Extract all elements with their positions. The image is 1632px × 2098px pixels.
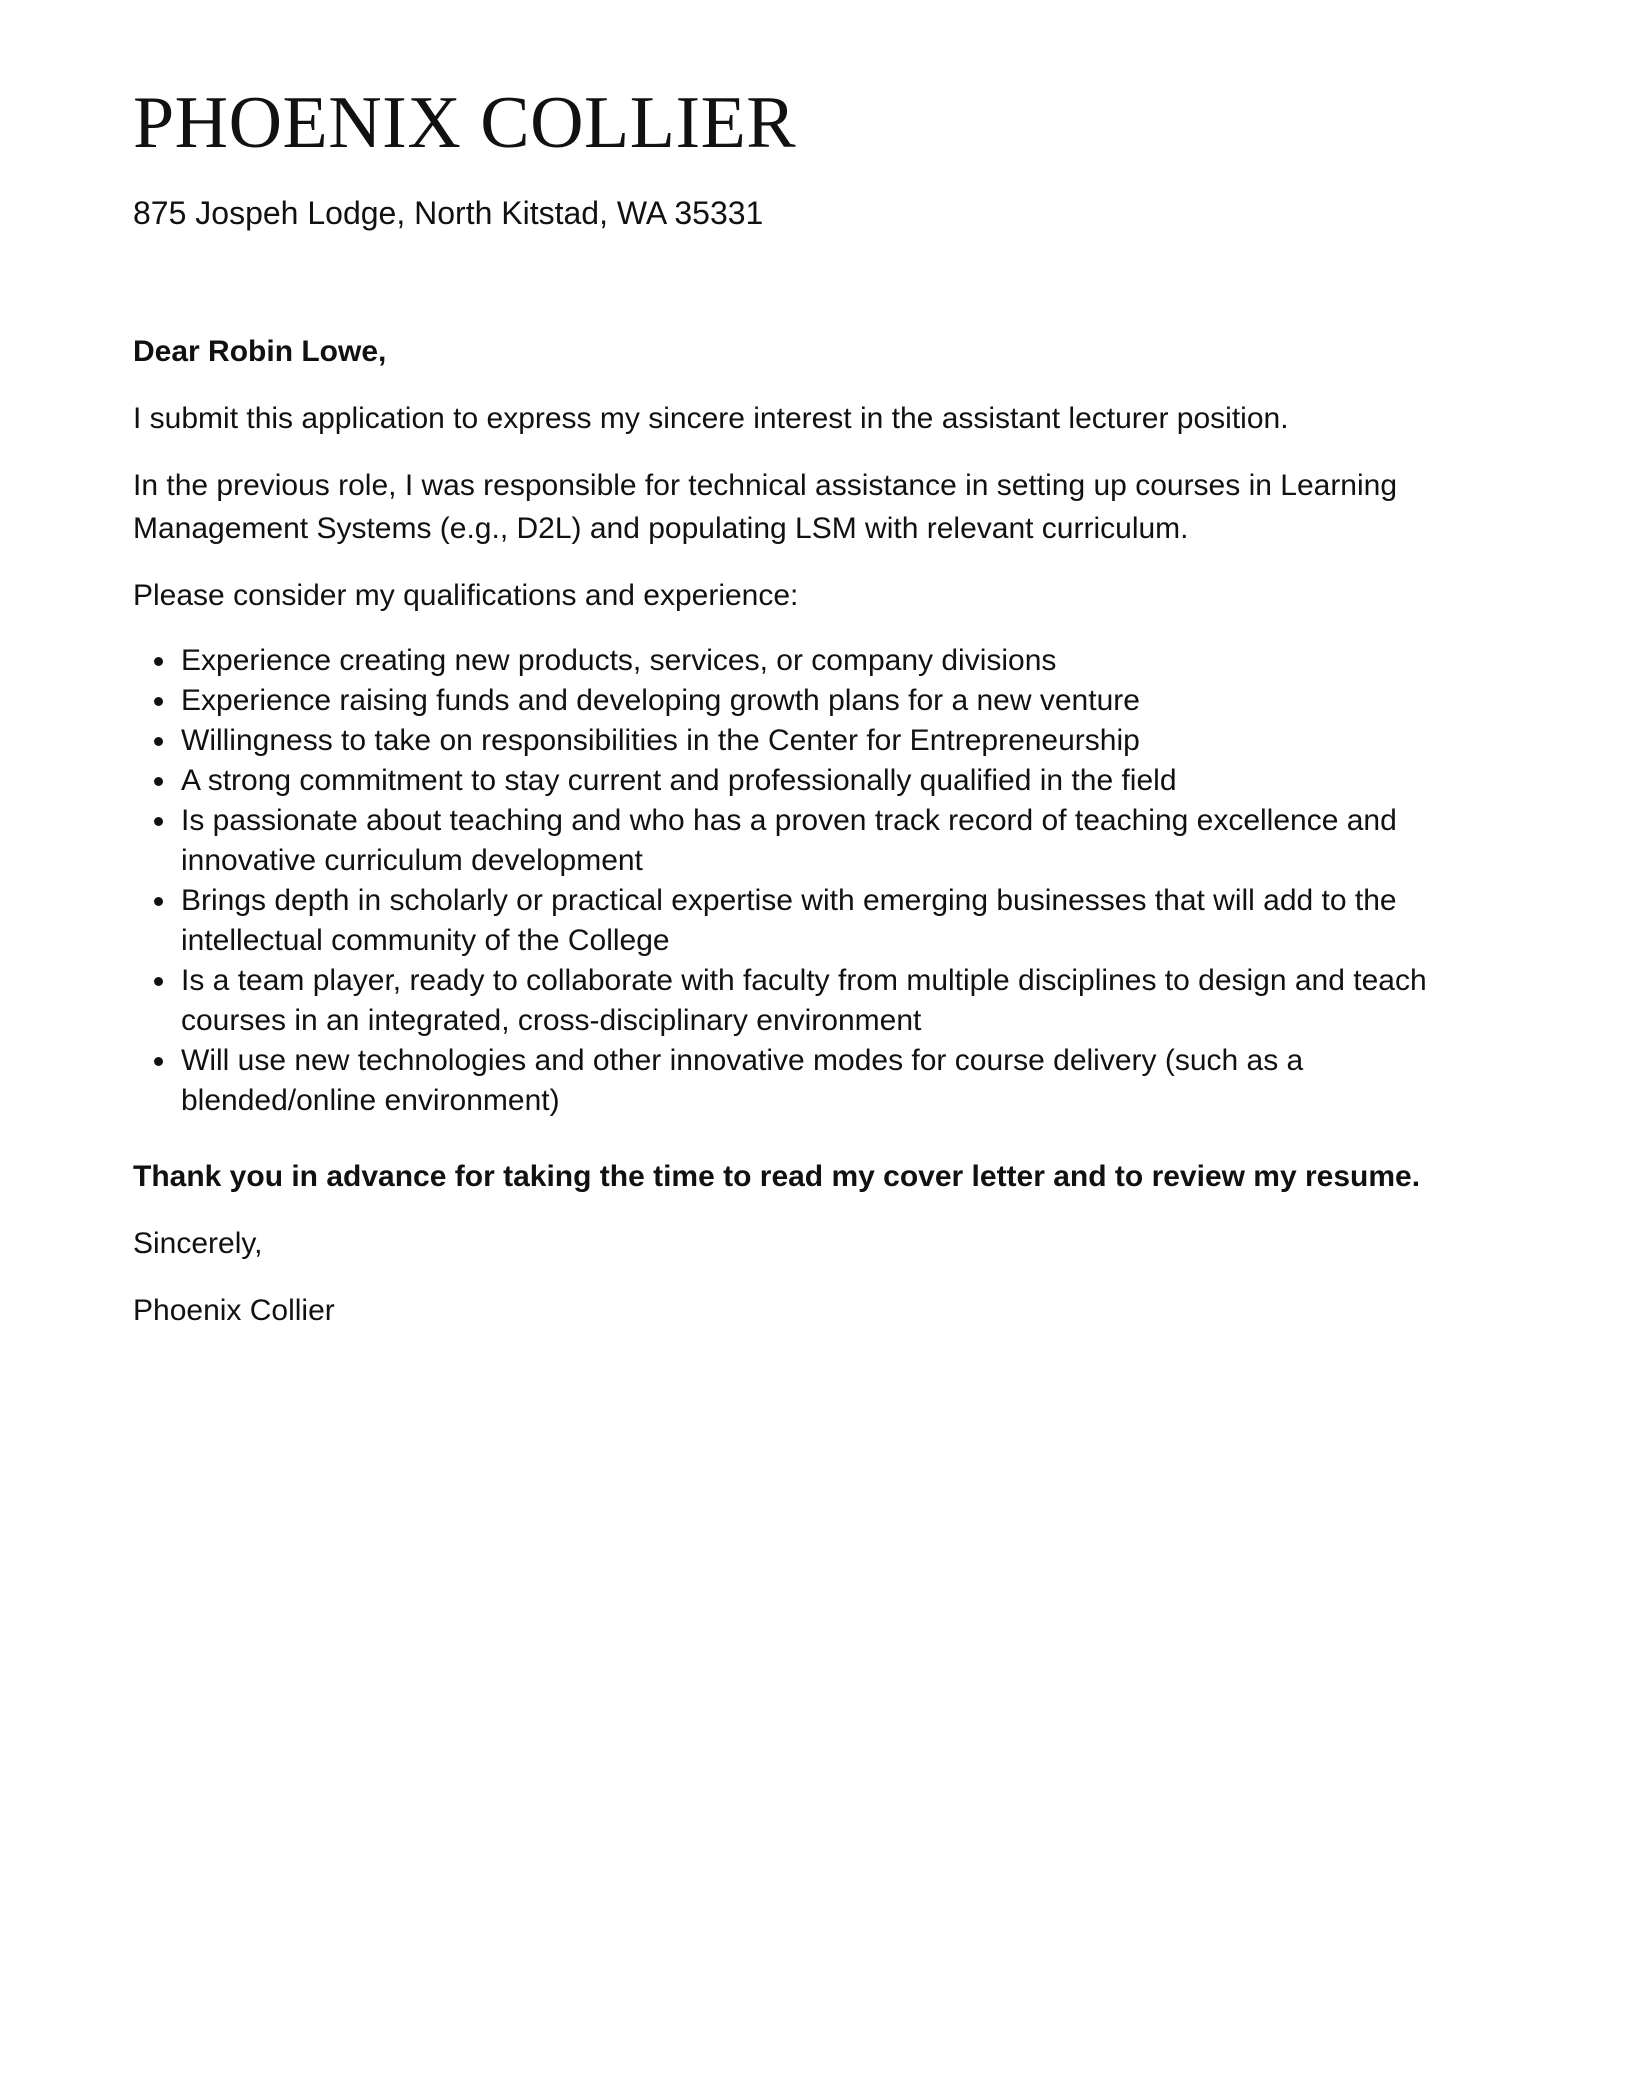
intro-paragraph: I submit this application to express my sincere interest in the assistant lecturer position. bbox=[133, 402, 1289, 435]
closing-paragraph: Thank you in advance for taking the time to read my cover letter and to review my resume. bbox=[133, 1160, 1421, 1193]
salutation: Dear Robin Lowe, bbox=[133, 335, 387, 368]
applicant-address: 875 Jospeh Lodge, North Kitstad, WA 35331 bbox=[133, 195, 764, 231]
signoff: Sincerely, bbox=[133, 1227, 263, 1260]
list-item: Experience creating new products, services, or company divisions bbox=[133, 641, 1503, 681]
list-item: A strong commitment to stay current and professionally qualified in the field bbox=[133, 761, 1503, 801]
signature-name: Phoenix Collier bbox=[133, 1294, 335, 1327]
list-item: Is a team player, ready to collaborate with faculty from multiple disciplines to design and teach courses in an integrated, cross-disciplinary environment bbox=[133, 961, 1503, 1041]
previous-role-paragraph: In the previous role, I was responsible for technical assistance in setting up courses in Learning Management Systems (e.g., D2L) and populating LSM with relevant curriculum. bbox=[133, 469, 1398, 545]
list-item: Is passionate about teaching and who has a proven track record of teaching excellence and innovative curriculum development bbox=[133, 801, 1503, 881]
list-item: Experience raising funds and developing growth plans for a new venture bbox=[133, 681, 1503, 721]
qualifications-list bbox=[133, 641, 1503, 1121]
list-item: Willingness to take on responsibilities in the Center for Entrepreneurship bbox=[133, 721, 1503, 761]
list-item: Will use new technologies and other innovative modes for course delivery (such as a blended/online environment) bbox=[133, 1041, 1503, 1121]
applicant-name: PHOENIX COLLIER bbox=[133, 82, 797, 164]
letter-body bbox=[133, 330, 1503, 1356]
list-item: Brings depth in scholarly or practical expertise with emerging businesses that will add to the intellectual community of the College bbox=[133, 881, 1503, 961]
qualifications-lead: Please consider my qualifications and experience: bbox=[133, 579, 799, 612]
